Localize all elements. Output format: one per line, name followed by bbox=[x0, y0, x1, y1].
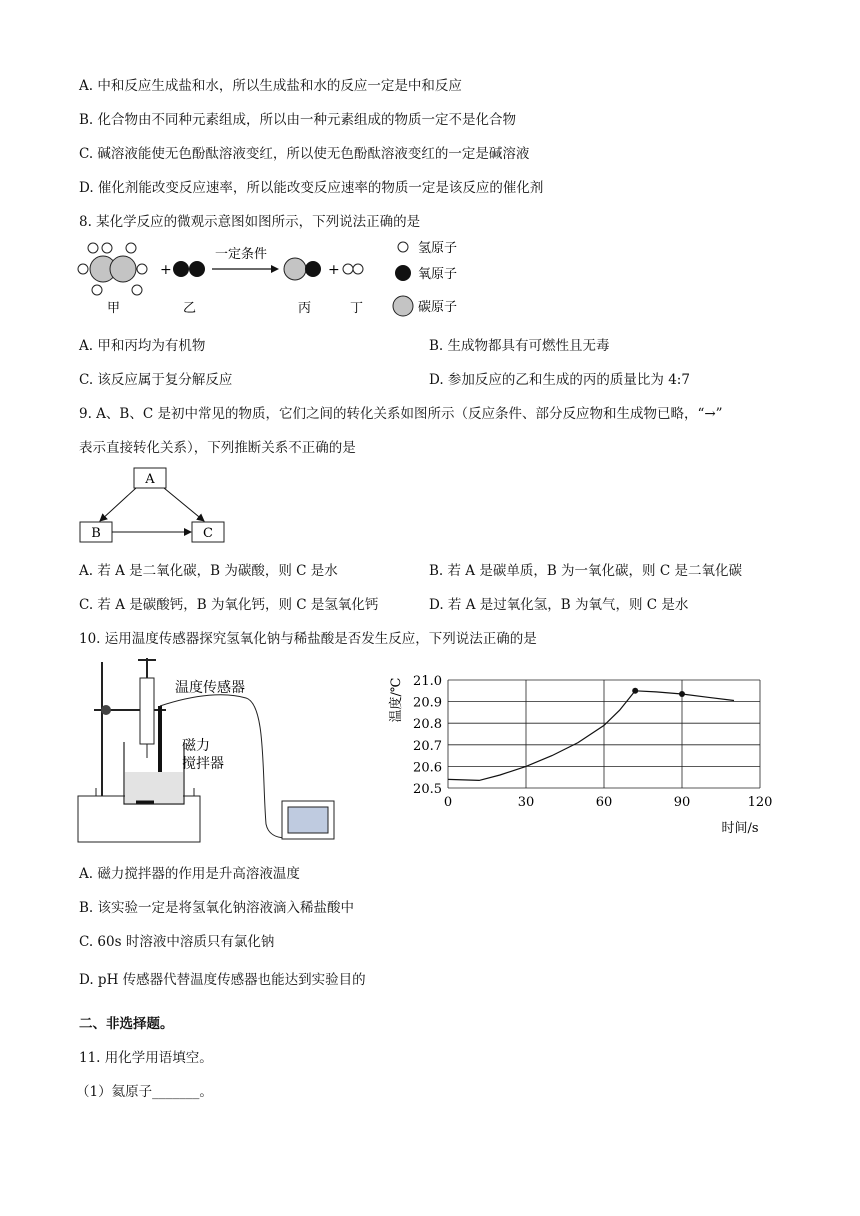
legend-hydrogen-icon bbox=[398, 242, 408, 252]
label-ding: 丁 bbox=[350, 301, 364, 316]
molecule-bing bbox=[284, 258, 321, 280]
molecule-jia bbox=[78, 243, 147, 295]
q7-option-a: A. 中和反应生成盐和水，所以生成盐和水的反应一定是中和反应 bbox=[79, 78, 462, 94]
q9-option-c: C. 若 A 是碳酸钙，B 为氧化钙，则 C 是氢氧化钙 bbox=[79, 597, 379, 613]
label-temperature-sensor: 温度传感器 bbox=[175, 680, 245, 696]
arrow-label: 一定条件 bbox=[215, 247, 268, 262]
q10-option-c: C. 60s 时溶液中溶质只有氯化钠 bbox=[79, 934, 275, 950]
y-tick-label: 20.5 bbox=[413, 782, 442, 797]
q10-stem: 10. 运用温度传感器探究氢氧化钠与稀盐酸是否发生反应，下列说法正确的是 bbox=[79, 631, 537, 647]
q10-option-d: D. pH 传感器代替温度传感器也能达到实验目的 bbox=[79, 972, 366, 988]
x-tick-label: 90 bbox=[673, 795, 691, 810]
y-tick-label: 20.7 bbox=[413, 738, 442, 754]
arrow-a-to-b bbox=[100, 488, 136, 521]
y-tick-label: 20.8 bbox=[413, 717, 442, 733]
y-tick-label: 20.6 bbox=[413, 760, 442, 776]
y-axis-label: 温度/℃ bbox=[389, 677, 404, 723]
legend-carbon-icon bbox=[393, 296, 413, 316]
q10-option-b: B. 该实验一定是将氢氧化钠溶液滴入稀盐酸中 bbox=[79, 900, 355, 916]
plus-sign-2: + bbox=[328, 262, 340, 278]
x-tick-label: 60 bbox=[595, 795, 613, 810]
solution bbox=[125, 772, 183, 803]
label-jia: 甲 bbox=[107, 301, 121, 316]
node-a-label: A bbox=[145, 472, 155, 487]
q8-stem: 8. 某化学反应的微观示意图如图所示，下列说法正确的是 bbox=[79, 214, 421, 230]
q8-option-d: D. 参加反应的乙和生成的丙的质量比为 4:7 bbox=[429, 372, 690, 388]
q9-option-a: A. 若 A 是二氧化碳，B 为碳酸，则 C 是水 bbox=[79, 563, 338, 579]
legend-oxygen: 氧原子 bbox=[418, 267, 458, 282]
q10-apparatus bbox=[76, 654, 346, 854]
q7-option-d: D. 催化剂能改变反应速率，所以能改变反应速率的物质一定是该反应的催化剂 bbox=[79, 180, 544, 196]
q8-option-a: A. 甲和丙均为有机物 bbox=[79, 338, 206, 354]
x-axis-label: 时间/s bbox=[721, 821, 759, 836]
legend-oxygen-icon bbox=[395, 265, 411, 281]
q7-option-c: C. 碱溶液能使无色酚酞溶液变红，所以使无色酚酞溶液变红的一定是碱溶液 bbox=[79, 146, 530, 162]
q8-option-c: C. 该反应属于复分解反应 bbox=[79, 372, 233, 388]
label-magnetic: 磁力 bbox=[182, 738, 210, 754]
y-tick-label: 21.0 bbox=[413, 674, 442, 689]
legend-carbon: 碳原子 bbox=[418, 300, 458, 315]
q9-stem-line2: 表示直接转化关系），下列推断关系不正确的是 bbox=[79, 440, 356, 456]
q11-part-1: （1）氦原子_______。 bbox=[76, 1084, 213, 1100]
series-line bbox=[448, 691, 734, 781]
x-tick-label: 0 bbox=[443, 795, 453, 810]
temperature-chart bbox=[378, 668, 788, 838]
x-tick-label: 30 bbox=[517, 795, 535, 810]
molecule-ding bbox=[343, 264, 363, 274]
data-point bbox=[632, 688, 638, 694]
data-point bbox=[679, 691, 685, 697]
q9-option-d: D. 若 A 是过氧化氢，B 为氧气，则 C 是水 bbox=[429, 597, 689, 613]
clamp-knob bbox=[101, 705, 111, 715]
node-c-label: C bbox=[203, 526, 213, 541]
q11-stem: 11. 用化学用语填空。 bbox=[79, 1050, 213, 1066]
x-tick-label: 120 bbox=[747, 795, 773, 810]
legend-hydrogen: 氢原子 bbox=[418, 241, 458, 256]
syringe-body bbox=[140, 678, 154, 744]
q8-reaction-diagram bbox=[75, 236, 475, 322]
label-stirrer: 搅拌器 bbox=[182, 756, 224, 772]
arrow-a-to-c bbox=[164, 488, 204, 521]
section-heading: 二、非选择题。 bbox=[79, 1016, 174, 1032]
node-b-label: B bbox=[91, 526, 101, 541]
q9-option-b: B. 若 A 是碳单质，B 为一氧化碳，则 C 是二氧化碳 bbox=[429, 563, 742, 579]
monitor-screen bbox=[288, 807, 328, 833]
q9-conversion-diagram bbox=[78, 464, 238, 548]
label-yi: 乙 bbox=[183, 301, 197, 316]
plus-sign-1: + bbox=[160, 262, 172, 278]
label-bing: 丙 bbox=[298, 301, 312, 316]
arrowhead bbox=[271, 265, 279, 273]
q7-option-b: B. 化合物由不同种元素组成，所以由一种元素组成的物质一定不是化合物 bbox=[79, 112, 517, 128]
q10-option-a: A. 磁力搅拌器的作用是升高溶液温度 bbox=[79, 866, 300, 882]
q8-option-b: B. 生成物都具有可燃性且无毒 bbox=[429, 338, 610, 354]
y-tick-label: 20.9 bbox=[413, 695, 442, 711]
q9-stem-line1: 9. A、B、C 是初中常见的物质，它们之间的转化关系如图所示（反应条件、部分反应物和生成物已略，“→” bbox=[79, 406, 723, 422]
molecule-yi bbox=[173, 261, 205, 277]
